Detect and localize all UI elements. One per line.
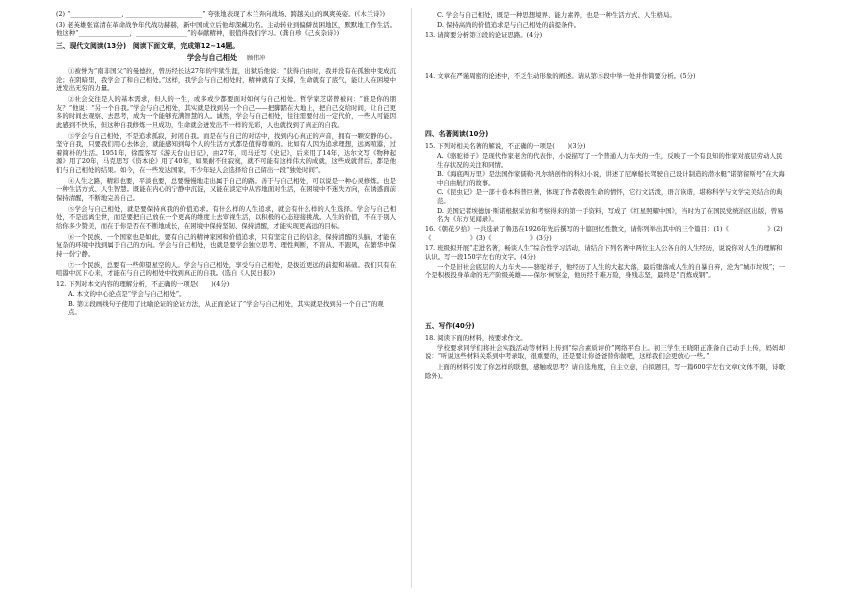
paragraph-4: ④人生之路，精彩也要，平淡也要，总要慢慢地走出属于自己的路。善于与自己相处，可以说是一种心灵修炼。也是一种生活方式、人生智慧。既能在内心的宁静中沉淀，又能在淡定中从容地面对生活，在困境中不迷失方向，在诱惑面前保持清醒，不断地完善自己。 [56, 176, 396, 203]
fill-blank-3: (3) 老英雄张富清在革命战争年代战功赫赫，新中国成立后他却深藏功名。主动转业到偏僻贫困地区，默默地工作生活。他这种“________________，________________”的奉献精神，很值得我们学习。(龚自珍《己亥杂诗》) [56, 20, 396, 38]
section-3-heading: 三、现代文阅读(13分) 阅读下面文章，完成第12~14题。 [56, 41, 240, 50]
question-18: 18. 阅读下面的材料，按要求作文。 [425, 333, 527, 342]
article-title: 学会与自己相处 [186, 52, 238, 62]
question-14: 14. 文章在严谨周密的论述中，不乏生动形象的阐述。请从第⑤段中举一处并作简要分析。(5分) [425, 72, 696, 81]
essay-material: 学校要求同学们将社会实践活动等材料上传到“综合素质评价”网络平台上。初三学生王晓阳正准备自己动手上传，妈妈却说：“听说这些材料关系到中考录取，很重要的，还是要让你爸爸替你做吧，这样我们会更放心一些。” [425, 343, 785, 361]
q12-option-b: B. 第②段画线句子使用了比喻论证的论证方法，从正面论证了“学会与自己相处，其实就是找到另一个自己”的观点。 [68, 299, 384, 317]
paragraph-5: ⑤学会与自己相处，就是要保持真我的价值追求。有什么样的人生追求，就会有什么样的人生选择。学会与自己相处，不是远离尘世，而是要把自己放在一个更高的维度上去审视生活，以积极的心态迎接挑战。人生的价值，不在于别人给你多少赞美，而在于你是否在不断地成长，在困境中保持坚韧、保持清醒，才能实现更高远的目标。 [56, 204, 396, 230]
q17-quote: 一个是旧社会底层的人力车夫——骆驼祥子，他经历了人生的大起大落，最后堕落成人生的自暴自弃，沦为“城市垃圾”；一个是积极投身革命的无产阶级英雄——保尔·柯察金，他历经千难万险，身残志坚，最终是“百炼成钢”。 [425, 262, 785, 280]
q12-option-c: C. 学会与自己相处，既是一种思想境界、能力素养，也是一种生活方式、人生格局。 [437, 11, 676, 19]
paragraph-6: ⑥一个民族、一个国家也是如此，要有自己的精神家园和价值追求，只有坚定自己的信念，保持清醒的头脑，才能在复杂的环境中找到属于自己的方向。学会与自己相处，也就是要学会独立思考、理性判断，不盲从、不跟风，在繁华中保持一份宁静。 [56, 232, 396, 258]
right-column [425, 10, 785, 383]
section-5-heading: 五、写作(40分) [425, 322, 475, 331]
paragraph-1: ①被誉为“南非国父”的曼德拉，曾历经长达27年的牢狱生涯，出狱后他说：“获得自由时，我并没有在孤独中变成沉沦；在阴暗里，我学会了和自己相处。”这样，我学会与自己相处时，精神就有了支撑，生命就有了底气，能让人在困境中迸发出无穷的力量。 [56, 67, 396, 93]
answer-space-14[interactable] [425, 82, 785, 112]
left-column [56, 10, 396, 318]
q12-option-a: A. 本文的中心论点是“学会与自己相处”。 [68, 290, 186, 299]
paragraph-3: ③学会与自己相处，不是追求孤寂，封闭自我。而是在与自己的对话中，找到内心真正的声音，拥有一颗安静的心。坚守自我，只要我们用心去体会，就能感知到每个人的生活方式都是值得尊重的。比如有人因为追求理想，远离喧嚣，过着简朴的生活。1951年，徐霞客写《游天台山日记》，由27年，司马迁写《史记》，后来用了14年，达尔文写《物种起源》用了20年，马克思写《资本论》用了40年，如果耐不住寂寞，就不可能有这样伟大的成就，这些成就背后，都是他们与自己相处的结果。如今，在一些发达国家，不少年轻人会选择给自己留出一段“独处时间”。 [56, 131, 396, 175]
question-15: 15. 下列对相关名著的解说，不正确的一项是( )(3分) [425, 141, 586, 150]
q12-option-d: D. 保持高尚的价值追求是与自己相处的前提条件。 [437, 20, 581, 29]
article-author: 顾伟冲 [247, 54, 266, 62]
fill-blank-2: (2) “________________, ________________________” 夸张地表现了木兰奔向战场、跨越关山的飒爽英姿。(《木兰诗》) [56, 10, 386, 18]
section-4-heading: 四、名著阅读(10分) [425, 130, 489, 139]
article-title-row [56, 54, 396, 64]
question-13: 13. 请简要分析第③段的论证思路。(4分) [425, 30, 543, 39]
q15-option-b: B.《海底两万里》是法国作家儒勒·凡尔纳创作的科幻小说，讲述了尼摩船长驾驶自己设计制造的潜水艇“诺第留斯号”在大海中自由航行的故事。 [437, 170, 785, 187]
question-12: 12. 下列对本文内容的理解分析，不正确的一项是( )(4分) [56, 280, 230, 289]
answer-space-17[interactable] [425, 282, 785, 308]
paragraph-2: ②社会交往是人的基本需求，但人的一生，或多或少都要面对如何与自己相处。哲学家芝诺曾被问：“谁是你的朋友？”他说：“另一个自我。”学会与自己相处，其实就是找到另一个自己——把脚踏在大地上，把自己交给时间，让自己更多的时间去观察、去思考，成为一个能够充满智慧的人。诚然，学会与自己相处，往往需要付出一定代价，一些人可能因此感到不快乐，但这种自我修炼一旦成功，生命就会迸发出不一样的光彩，人也就找到了真正的自我。 [56, 95, 396, 129]
q15-option-c: C.《昆虫记》是一部十卷本科普巨著，体现了作者敬畏生命的情怀，它行文活泼，语言诙谐，堪称科学与文学完美结合的典范。 [437, 188, 783, 206]
answer-space-13[interactable] [425, 41, 785, 71]
column-divider [411, 8, 412, 588]
q15-option-a: A.《骆驼祥子》是现代作家老舍的代表作，小说描写了一个普通人力车夫的一生，反映了一个有良知的作家对底层劳动人民生存状况的关注和同情。 [437, 152, 783, 169]
paragraph-7: ⑦一个民族，总要有一些仰望星空的人。学会与自己相处，享受与自己相处，是拔近更远的前提和基础。我们只有在喧嚣中沉下心来，才能在与自己的相处中找到真正的自我。(选自《人民日报》) [56, 260, 396, 278]
essay-requirement: 上面的材料引发了你怎样的联想，感触或思考？请自选角度，自主立意，自拟题目，写一篇600字左右文章(文体不限，诗歌除外)。 [425, 363, 785, 380]
question-16: 16.《朝花夕拾》一共选录了鲁迅在1926年先后撰写的十篇回忆性散文，请你列举出其中的三个篇目：(1)《 》(2)《 》(3)《 》(3分) [425, 225, 783, 242]
question-17: 17. 班级拟开展“走进名著，畅谈人生”综合性学习活动，请结合下列名著中两位主人公各自的人生经历，说说你对人生的理解和认识。写一段150字左右的文字。(4分) [425, 244, 783, 261]
q15-option-d: D. 美国记者埃德加·斯诺根据采访和考察得来的第一手资料，写成了《红星照耀中国》，当时为了在国民党统治区出版，曾易名为《东方见闻录》。 [437, 206, 784, 224]
